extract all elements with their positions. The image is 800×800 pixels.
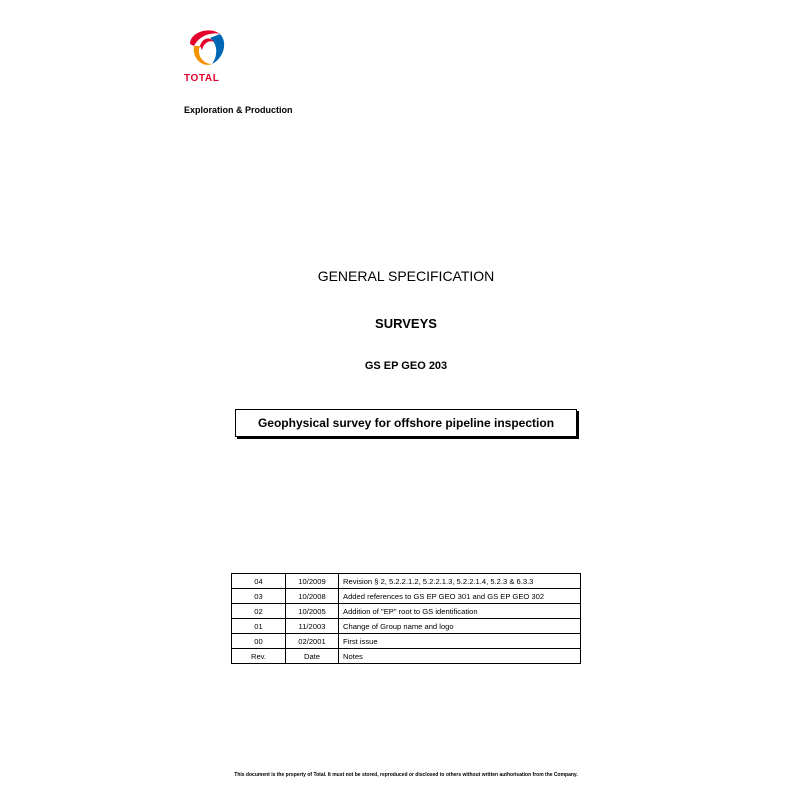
revision-header-rev: Rev.: [232, 649, 286, 664]
revision-date-cell: 02/2001: [286, 634, 339, 649]
revision-header-date: Date: [286, 649, 339, 664]
revision-date-cell: 10/2005: [286, 604, 339, 619]
revision-row: [232, 604, 581, 619]
revision-rev-cell: 01: [232, 619, 286, 634]
revision-rev-cell: 03: [232, 589, 286, 604]
total-logo-icon: [180, 24, 232, 74]
revision-notes-cell: Revision § 2, 5.2.2.1.2, 5.2.2.1.3, 5.2.2.1.4, 5.2.3 & 6.3.3: [339, 574, 581, 589]
revision-date-cell: 11/2003: [286, 619, 339, 634]
revision-rev-cell: 02: [232, 604, 286, 619]
spec-subject-box: [235, 409, 577, 437]
revision-header-row: [232, 649, 581, 664]
revision-rev-cell: 00: [232, 634, 286, 649]
revision-table: [231, 573, 581, 664]
revision-date-cell: 10/2009: [286, 574, 339, 589]
revision-row: [232, 589, 581, 604]
revision-notes-cell: First issue: [339, 634, 581, 649]
revision-header-notes: Notes: [339, 649, 581, 664]
revision-notes-cell: Addition of "EP" root to GS identification: [339, 604, 581, 619]
division-label: Exploration & Production: [184, 105, 293, 115]
spec-type-heading: GENERAL SPECIFICATION: [317, 268, 495, 284]
spec-subject-text: Geophysical survey for offshore pipeline inspection: [257, 416, 555, 430]
spec-code: GS EP GEO 203: [364, 360, 448, 372]
logo-wordmark: TOTAL: [184, 73, 220, 84]
revision-row: [232, 634, 581, 649]
revision-row: [232, 619, 581, 634]
revision-notes-cell: Added references to GS EP GEO 301 and GS EP GEO 302: [339, 589, 581, 604]
revision-row: [232, 574, 581, 589]
confidentiality-notice: This document is the property of Total. It must not be stored, reproduced or disclosed to others without written authorisation from the Company.: [234, 772, 578, 778]
revision-notes-cell: Change of Group name and logo: [339, 619, 581, 634]
revision-date-cell: 10/2008: [286, 589, 339, 604]
revision-rev-cell: 04: [232, 574, 286, 589]
spec-title: SURVEYS: [375, 316, 437, 331]
